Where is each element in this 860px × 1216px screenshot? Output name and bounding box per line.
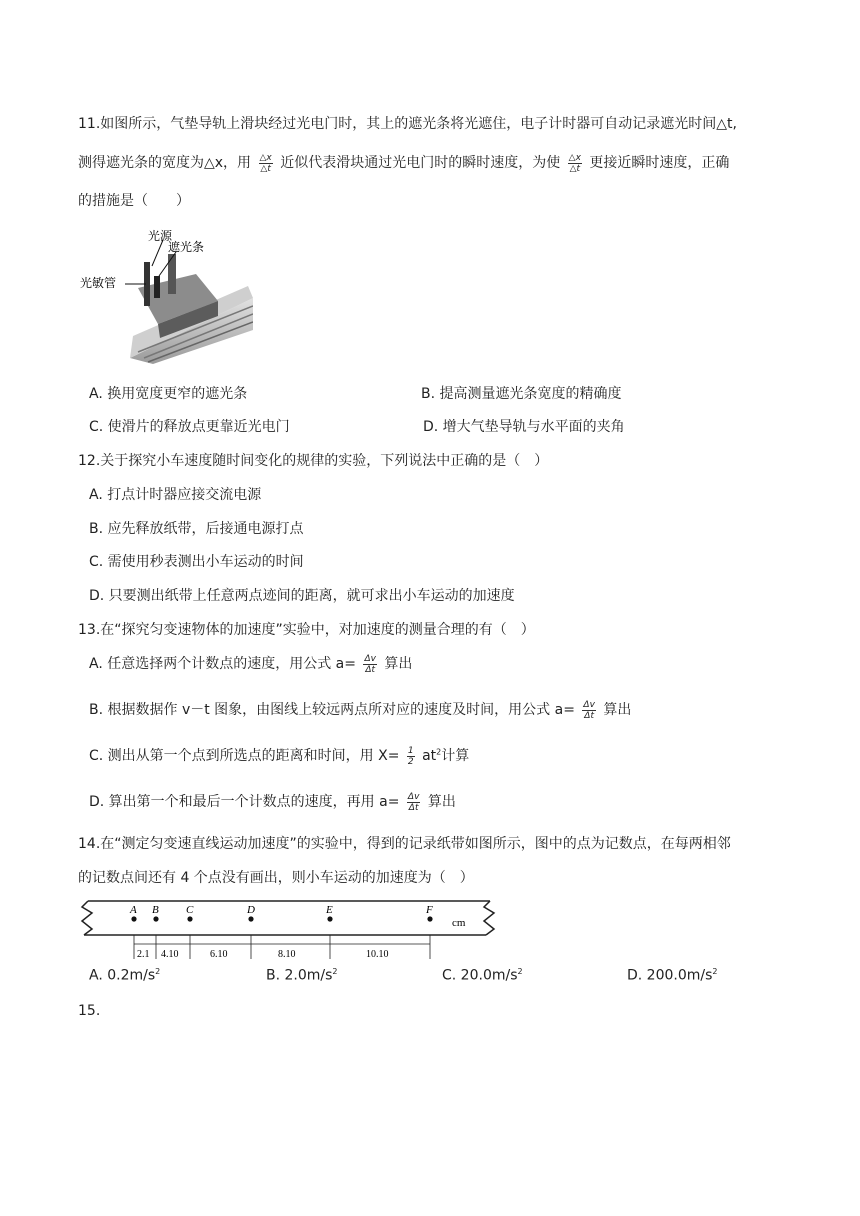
q14-option-a-exponent: 2 — [155, 967, 161, 976]
q13-option-b-text: B. 根据数据作 v－t 图象，由图线上较远两点所对应的速度及时间，用公式 a= — [89, 702, 575, 718]
q14-option-c-text: C. 20.0m/s — [442, 967, 518, 984]
q14-option-d[interactable] — [627, 967, 718, 984]
q13-option-d-text: D. 算出第一个和最后一个计数点的速度，再用 a= — [89, 794, 400, 810]
q13-fraction-c: $\frac{1}{2}$ — [407, 745, 414, 767]
q14-option-c[interactable] — [442, 967, 523, 984]
label-light-source: 光源 — [148, 229, 173, 243]
air-track-drawing — [78, 226, 253, 364]
q11-line2-b: 近似代表滑块通过光电门时的瞬时速度，为使 — [280, 155, 561, 171]
q11-fraction-1: $\frac{\triangle x}{\triangle t}$ — [259, 152, 272, 174]
q12-option-d[interactable]: D. 只要测出纸带上任意两点迹间的距离，就可求出小车运动的加速度 — [89, 588, 515, 604]
q13-option-c[interactable] — [89, 745, 469, 767]
q11-line2-a: 测得遮光条的宽度为△x，用 — [78, 155, 252, 171]
tape-unit: cm — [452, 917, 466, 929]
q14-line1: 14.在“测定匀变速直线运动加速度”的实验中，得到的记录纸带如图所示，图中的点为记数点，在每两相邻 — [78, 836, 731, 852]
tape-spacing-de: 8.10 — [278, 949, 296, 960]
q14-option-c-exponent: 2 — [517, 967, 523, 976]
paper-tape-figure — [78, 897, 498, 963]
label-shade-strip: 遮光条 — [168, 240, 205, 254]
q11-line2-c: 更接近瞬时速度，正确 — [589, 155, 730, 171]
tape-spacing-cd: 6.10 — [210, 949, 228, 960]
label-photodiode: 光敏管 — [80, 276, 117, 290]
tape-spacing-ef: 10.10 — [366, 949, 389, 960]
q14-option-b-exponent: 2 — [332, 967, 338, 976]
svg-text:E: E — [326, 904, 333, 916]
q11-option-b[interactable]: B. 提高测量遮光条宽度的精确度 — [421, 386, 622, 402]
tape-point-a — [129, 904, 137, 959]
q14-option-b-text: B. 2.0m/s — [266, 967, 333, 984]
q13-option-c-text: C. 测出从第一个点到所选点的距离和时间，用 X= — [89, 748, 400, 764]
q11-fraction-2: $\frac{\triangle x}{\triangle t}$ — [568, 152, 581, 174]
q12-option-b[interactable]: B. 应先释放纸带，后接通电源打点 — [89, 521, 304, 537]
q14-option-d-exponent: 2 — [712, 967, 718, 976]
paper-tape-drawing — [78, 897, 498, 963]
q11-line2 — [78, 152, 729, 174]
svg-text:D: D — [247, 904, 255, 916]
q12-option-c[interactable]: C. 需使用秒表测出小车运动的时间 — [89, 554, 304, 570]
svg-text:F: F — [426, 904, 433, 916]
q13-option-d[interactable] — [89, 791, 456, 813]
q13-fraction-b: $\frac{\Delta v}{\Delta t}$ — [583, 699, 595, 721]
air-track-figure — [78, 226, 253, 364]
q13-option-b-tail: 算出 — [603, 702, 632, 718]
q13-option-a-text: A. 任意选择两个计数点的速度，用公式 a= — [89, 656, 356, 672]
q13-option-c-tail: 计算 — [441, 748, 470, 764]
q13-option-a[interactable] — [89, 653, 412, 675]
tape-spacing-ab: 2.1 — [137, 949, 150, 960]
q11-option-a[interactable]: A. 换用宽度更窄的遮光条 — [89, 386, 248, 402]
q13-fraction-a: $\frac{\Delta v}{\Delta t}$ — [364, 653, 376, 675]
svg-text:C: C — [186, 904, 194, 916]
q13-option-c-formula: at — [422, 748, 437, 764]
q13-fraction-d: $\frac{\Delta v}{\Delta t}$ — [407, 791, 420, 813]
q12-option-a[interactable]: A. 打点计时器应接交流电源 — [89, 487, 262, 503]
q14-option-d-text: D. 200.0m/s — [627, 967, 713, 984]
q14-option-b[interactable] — [266, 967, 338, 984]
tape-point-d — [246, 904, 255, 959]
q13-option-a-tail: 算出 — [384, 656, 413, 672]
q11-option-c[interactable]: C. 使滑片的释放点更靠近光电门 — [89, 419, 290, 435]
q13-option-c-exponent: 2 — [436, 747, 442, 757]
svg-text:A: A — [130, 904, 137, 916]
q11-option-d[interactable]: D. 增大气垫导轨与水平面的夹角 — [423, 419, 625, 435]
tape-point-f — [425, 904, 433, 959]
tape-point-b — [152, 904, 159, 959]
q11-line1: 11.如图所示，气垫导轨上滑块经过光电门时，其上的遮光条将光遮住，电子计时器可自动记录遮光时间△t, — [78, 116, 737, 132]
tape-point-e — [325, 904, 333, 959]
q13-option-d-tail: 算出 — [427, 794, 456, 810]
svg-text:B: B — [152, 904, 159, 916]
q11-line3: 的措施是（ ） — [78, 193, 190, 209]
q13-stem: 13.在“探究匀变速物体的加速度”实验中，对加速度的测量合理的有（ ） — [78, 622, 535, 638]
q15-label: 15. — [78, 1003, 101, 1019]
q14-line2: 的记数点间还有 4 个点没有画出，则小车运动的加速度为（ ） — [78, 870, 474, 886]
q13-option-b[interactable] — [89, 699, 631, 721]
tape-spacing-bc: 4.10 — [161, 949, 179, 960]
tape-point-c — [186, 904, 194, 959]
q14-option-a-text: A. 0.2m/s — [89, 967, 156, 984]
q12-stem: 12.关于探究小车速度随时间变化的规律的实验，下列说法中正确的是（ ） — [78, 453, 549, 469]
q14-option-a[interactable] — [89, 967, 160, 984]
